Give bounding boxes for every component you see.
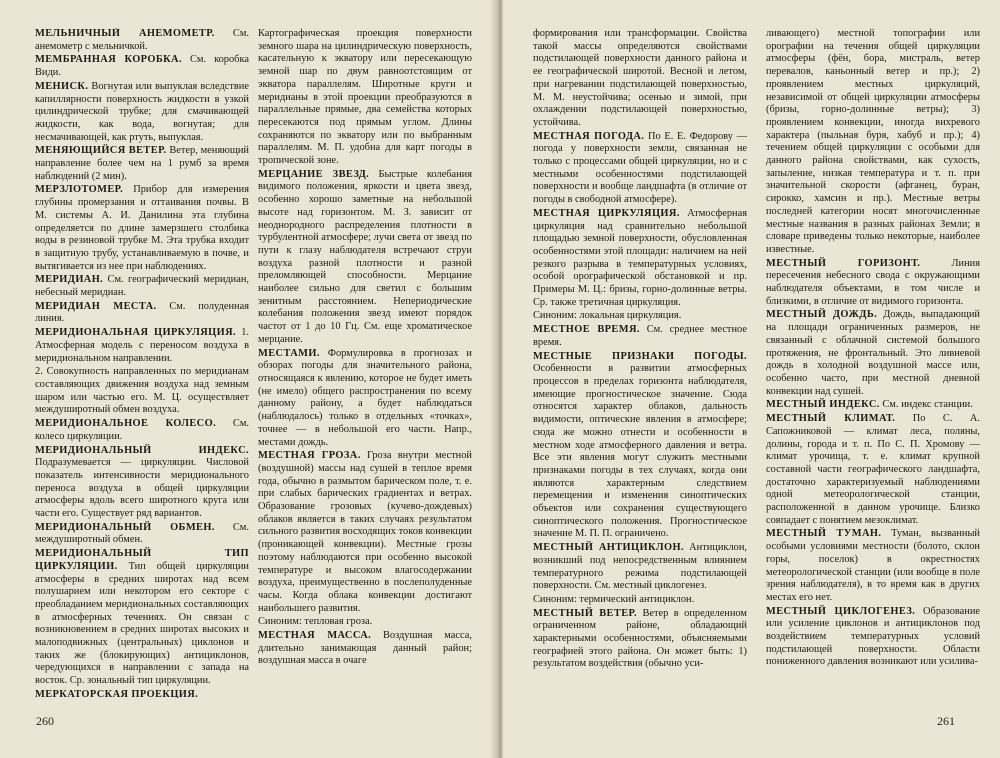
entry-headword: МЕРИДИОНАЛЬНАЯ ЦИРКУЛЯЦИЯ.: [35, 327, 236, 339]
entry-definition: См. индекс станции.: [882, 399, 973, 411]
right-page-column-2: [766, 28, 980, 698]
entry-definition: См. колесо циркуляции.: [35, 418, 249, 442]
entry-definition: См. географический меридиан, небесный меридиан.: [35, 274, 249, 299]
entry-headword: МЕРЦАНИЕ ЗВЕЗД.: [258, 168, 370, 180]
dictionary-entry: [766, 606, 980, 670]
entry-headword: МЕСТНЫЙ ГОРИЗОНТ.: [766, 257, 921, 269]
dictionary-entry: [258, 169, 472, 347]
dictionary-entry: [35, 54, 249, 79]
dictionary-entry: [35, 366, 249, 417]
dictionary-entry: [766, 528, 980, 604]
entry-definition: Тип общей циркуляции атмосферы в средних широтах над всем полушарием или некотором его секторе с преобладанием меридиональных составляющих в атмосферных течениях. Он связан с возникновением в средних широтах высоких и малоподвижных (центральных) циклонов и таких же (блокирующих) антициклонов, чередующихся в направлении с запада на восток. Ср. зональный тип циркуляции.: [35, 560, 249, 687]
entry-definition: Антициклон, возникший под непосредственным влиянием температурного режима подстилающей поверхности. См. местный циклогенез.: [533, 542, 747, 592]
entry-headword: МЕСТНЫЙ ТУМАН.: [766, 528, 882, 540]
entry-headword: МЕРЗЛОТОМЕР.: [35, 184, 124, 196]
entry-headword: МЕСТНОЕ ВРЕМЯ.: [533, 324, 640, 336]
entry-headword: МЕСТНЫЙ ИНДЕКС.: [766, 399, 880, 411]
dictionary-entry: [35, 522, 249, 547]
entry-headword: МЕСТНЫЙ ВЕТЕР.: [533, 607, 637, 619]
entry-definition: Образование или усиление циклонов и антициклонов под воздействием температурных условий подстилающей поверхности. Области пониженного давления возникают или усилива-: [766, 605, 980, 668]
entry-headword: МЕРКАТОРСКАЯ ПРОЕКЦИЯ.: [35, 688, 199, 698]
dictionary-entry: [35, 301, 249, 326]
dictionary-entry: [766, 309, 980, 398]
entry-headword: МЕСТНЫЙ ЦИКЛОГЕНЕЗ.: [766, 605, 916, 617]
entry-headword: МЕНИСК.: [35, 80, 89, 92]
entry-headword: МЕСТНЫЙ АНТИЦИКЛОН.: [533, 542, 685, 554]
entry-headword: МЕСТНАЯ ПОГОДА.: [533, 130, 645, 142]
entry-definition: Атмосферная циркуляция над сравнительно небольшой площадью земной поверхности, обусловленная особенностями этой площади: наличием на ней резкого разрыва в температурных условиях, особой орографической обстановкой и пр. Примеры М. Ц.: бризы, горно-долинные ветры. Ср. также третичная циркуляция.: [533, 207, 747, 308]
dictionary-entry: [35, 274, 249, 299]
dictionary-entry: [533, 351, 747, 542]
entry-headword: МЕСТНЫЙ ДОЖДЬ.: [766, 309, 878, 321]
dictionary-entry: [35, 689, 249, 698]
dictionary-entry: [533, 28, 747, 130]
dictionary-entry: [35, 184, 249, 273]
entry-definition: Формулировка в прогнозах и обзорах погоды для значительного района, относящаяся к явлению, которое не будет иметь (не имело) общего распространения по всему данному району, а будет наблюдаться (наблюдалось) только в отдельных «точках», точнее — в небольшой его части. Напр., местами дождь.: [258, 347, 472, 448]
entry-definition: Гроза внутри местной (воздушной) массы над сушей в теплое время года, обычно в размытом барическом поле, т. е. при слабых барических градиентах и ветрах. Образование грозовых (кучево-дождевых) облаков является в таких случаях результатом сильного развития восходящих токов конвекции (проникающей конвекции). Местные грозы поэтому наблюдаются при особенно высокой температуре и высоком влагосодержании воздуха, преимущественно в послеполуденные часы. Когда облака конвекции достигают наибольшего развития.: [258, 450, 472, 614]
entry-definition: Прибор для измерения глубины промерзания и оттаивания почвы. В М. системы А. И. Данилина эта глубина определяется по длине замерзшего столбика воды в резиновой трубке М. Эта трубка входит в защитную трубу, устанавливаемую в почве, и вытягивается из нее при наблюдениях.: [35, 184, 249, 272]
entry-definition: Дождь, выпадающий на площади ограниченных размеров, не связанный с облачной системой большого протяжения, не фронтальный. Это ливневой дождь в холодной воздушной массе или, особенно часто, при местной дневной конвекции над сушей.: [766, 309, 980, 397]
entry-definition: 1. Атмосферная модель с переносом воздуха в меридиональном направлении.: [35, 327, 249, 364]
entry-definition: ливающего) местной топографии или орографии на течения общей циркуляции атмосферы (фён, бора, мистраль, ветер перевалов, каньонный ветер и пр.); 2) проявлением местных циркуляций, независимой от общей циркуляции атмосферы (бризы, горно-долинные ветры); 3) проявлением конвекции, иногда вихревого характера (пыльная буря, хабуб и пр.); 4) течением общей циркуляции с особыми для данного района свойствами, как сухость, запыление, низкая температура и т. п. при значительной скорости (афганец, буран, сирокко, хамсин и пр.). Местные ветры последней категории носят многочисленные местные названия в разных районах Земли; в словаре приведены только некоторые, наиболее известные.: [766, 28, 980, 255]
dictionary-entry: [533, 594, 747, 607]
entry-definition: По С. А. Сапожниковой — климат леса, поляны, долины, города и т. п. По С. П. Хромову — климат урочища, т. е. климат крупной составной части географического ландшафта, достаточно характеризуемый наблюдениями одной метеорологической станции, расположенной в данном урочище. Близко совпадает с понятием мезоклимат.: [766, 413, 980, 526]
dictionary-entry: [35, 145, 249, 183]
entry-definition: См. полуденная линия.: [35, 300, 249, 325]
left-page: [0, 0, 497, 758]
right-page-column-1: [533, 28, 747, 698]
page-number-right: 261: [937, 714, 955, 728]
right-page: [503, 0, 1000, 758]
dictionary-entry: [533, 608, 747, 672]
dictionary-entry: [258, 28, 472, 168]
dictionary-entry: [258, 450, 472, 615]
entry-headword: МЕЛЬНИЧНЫЙ АНЕМОМЕТР.: [35, 28, 215, 39]
dictionary-entry: [766, 258, 980, 309]
dictionary-entry: [258, 616, 472, 629]
entry-definition: См. междуширотный обмен.: [35, 521, 249, 546]
entry-definition: По Е. Е. Федорову — погода у поверхности земли, связанная не только с процессами общей циркуляции, но и с местными особенностями подстилающей поверхности и вообще ландшафта (в отличие от погоды в свободной атмосфере).: [533, 130, 747, 206]
left-page-column-2: [258, 28, 472, 698]
dictionary-entry: [258, 348, 472, 450]
entry-definition: Воздушная масса, длительно занимающая данный район; воздушная масса в очаге: [258, 630, 472, 667]
entry-definition: Линия пересечения небесного свода с окружающими наблюдателя объектами, в том числе и близкими, в отличие от видимого горизонта.: [766, 257, 980, 307]
entry-definition: Ветер в определенном ограниченном районе, обладающий характерными особенностями, объясняемыми географией этого района. Он может быть: 1) результатом воздействия (обычно уси-: [533, 607, 747, 670]
dictionary-entry: [35, 327, 249, 365]
entry-definition: См. коробка Види.: [35, 54, 249, 79]
entry-headword: МЕСТНАЯ ЦИРКУЛЯЦИЯ.: [533, 207, 680, 219]
dictionary-entry: [533, 310, 747, 323]
dictionary-entry: [35, 445, 249, 521]
entry-headword: МЕСТНЫЙ КЛИМАТ.: [766, 413, 896, 425]
dictionary-entry: [533, 131, 747, 207]
entry-headword: МЕСТНЫЕ ПРИЗНАКИ ПОГОДЫ.: [533, 350, 747, 362]
entry-definition: Туман, вызванный особыми условиями местности (болото, склон горы, поселок) в окрестностях метеорологической станции (или вообще в поле зрения наблюдателя), в то время как в других местах его нет.: [766, 528, 980, 603]
entry-headword: МЕМБРАННАЯ КОРОБКА.: [35, 54, 182, 66]
entry-headword: МЕСТАМИ.: [258, 347, 320, 359]
dictionary-entry: [533, 542, 747, 593]
entry-definition: Картографическая проекция поверхности земного шара на цилиндрическую поверхность, касательную к экватору или пересекающую земной шар по двум равноотстоящим от экватора параллелям. Широтные круги и меридианы в этой проекции преобразуются в параллельные прямые, два семейства которых пересекаются под прямым углом. Длины сохраняются по экватору или по выбранным параллелям. М. П. удобна для карт погоды в тропической зоне.: [258, 28, 472, 167]
entry-definition: Вогнутая или выпуклая вследствие капиллярности поверхность жидкости в узкой цилиндрической трубке; для смачивающей жидкости, как вода, вогнутая; для несмачивающей, как ртуть, выпуклая.: [35, 80, 249, 143]
entry-definition: Ветер, меняющий направление более чем на 1 румб за время наблюдений (2 мин).: [35, 145, 249, 182]
dictionary-entry: [35, 28, 249, 53]
page-number-left: 260: [36, 714, 54, 728]
entry-headword: МЕСТНАЯ МАССА.: [258, 630, 372, 642]
entry-headword: МЕРИДИОНАЛЬНЫЙ ОБМЕН.: [35, 521, 215, 533]
dictionary-entry: [35, 81, 249, 145]
entry-definition: Синоним: термический антициклон.: [533, 593, 695, 605]
entry-definition: 2. Совокупность направленных по меридианам составляющих движения воздуха над земным шаром или частью его. М. Ц. осуществляет междуширотный обмен воздуха.: [35, 366, 249, 416]
entry-definition: Быстрые колебания видимого положения, яркости и цвета звезд, особенно хорошо заметные на небольшой высоте над горизонтом. М. З. зависит от неоднородного распределения плотности в турбулентной атмосфере; лучи света от звезд по пути к глазу наблюдателя встречают струи воздуха разной плотности и разной преломляющей способности. Мерцание наиболее сильно для светил с большим зенитным расстоянием. Непериодические колебания положения звезд имеют порядок частот от 1 до 10 Гц. См. еще хроматическое мерцание.: [258, 168, 472, 345]
dictionary-entry: [533, 324, 747, 349]
entry-definition: Подразумевается — циркуляции. Числовой показатель интенсивности меридионального переноса воздуха в общей циркуляции атмосферы вдоль всего широтного круга или части его. Существует ряд вариантов.: [35, 457, 249, 520]
dictionary-entry: [35, 418, 249, 443]
dictionary-entry: [258, 630, 472, 668]
dictionary-entry: [766, 28, 980, 257]
left-page-column-1: [35, 28, 249, 698]
entry-definition: Синоним: локальная циркуляция.: [533, 310, 682, 322]
dictionary-entry: [533, 208, 747, 310]
entry-definition: Особенности в развитии атмосферных процессов в пределах горизонта наблюдателя, имеющие прогностическое значение. Сюда относятся характер облаков, дальность видимости, оптические явления в атмосфере; сюда же можно отнести и особенности в местном ходе атмосферного давления и ветра. Все эти явления могут служить местными признаками погоды в тех случаях, когда они являются характерным следствием перемещения и изменения синоптических объектов или сохранения существующего синоптического положения. Прогностическое значение М. П. П. ограничено.: [533, 363, 747, 540]
entry-definition: См. анемометр с мельничкой.: [35, 28, 249, 52]
entry-headword: МЕРИДИОНАЛЬНОЕ КОЛЕСО.: [35, 418, 217, 430]
entry-headword: МЕРИДИОНАЛЬНЫЙ ТИП ЦИРКУЛЯЦИИ.: [35, 548, 249, 572]
entry-definition: формирования или трансформации. Свойства такой массы определяются свойствами подстилающей поверхности данного района и ее географической широтой. Весной и летом, при нагревании подстилающей поверхностью, М. М. неустойчива; осенью и зимой, при охлаждении подстилающей поверхностью, устойчива.: [533, 28, 747, 128]
dictionary-entry: [766, 413, 980, 527]
entry-definition: См. среднее местное время.: [533, 324, 747, 348]
entry-headword: МЕНЯЮЩИЙСЯ ВЕТЕР.: [35, 145, 167, 157]
entry-headword: МЕРИДИАН.: [35, 274, 104, 286]
entry-headword: МЕРИДИАН МЕСТА.: [35, 300, 157, 312]
entry-definition: Синоним: тепловая гроза.: [258, 616, 373, 628]
dictionary-entry: [766, 399, 980, 412]
entry-headword: МЕРИДИОНАЛЬНЫЙ ИНДЕКС.: [35, 444, 249, 456]
dictionary-entry: [35, 548, 249, 688]
entry-headword: МЕСТНАЯ ГРОЗА.: [258, 450, 361, 462]
